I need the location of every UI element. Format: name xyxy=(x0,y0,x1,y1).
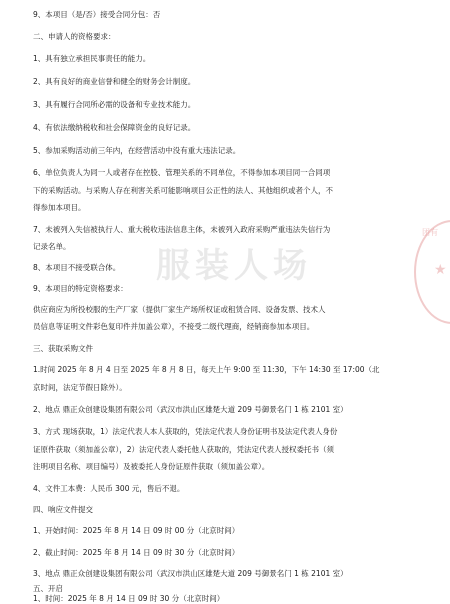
doc-line: 2、具有良好的商业信誉和健全的财务会计制度。 xyxy=(33,77,196,86)
doc-line: 员信息等证明文件彩色复印件并加盖公章），不接受二级代理商，经销商参加本项目。 xyxy=(33,322,315,331)
doc-line: 4、有依法缴纳税收和社会保障资金的良好记录。 xyxy=(33,123,196,132)
doc-line: 3、具有履行合同所必需的设备和专业技术能力。 xyxy=(33,100,196,109)
doc-line: 1、具有独立承担民事责任的能力。 xyxy=(33,54,151,63)
section-heading: 五、开启 xyxy=(33,584,63,593)
doc-line: 1、时间：2025 年 8 月 14 日 09 时 30 分（北京时间） xyxy=(33,594,225,603)
doc-line: 得参加本项目。 xyxy=(33,203,86,212)
doc-line: 证原件获取（须加盖公章），2）法定代表人委托他人获取的，凭法定代表人授权委托书（须 xyxy=(33,445,335,454)
doc-line: 2、截止时间：2025 年 8 月 14 日 09 时 30 分（北京时间） xyxy=(33,548,240,557)
doc-line: 8、本项目不接受联合体。 xyxy=(33,263,121,272)
doc-line: 6、单位负责人为同一人或者存在控股、管理关系的不同单位，不得参加本项目同一合同项 xyxy=(33,168,331,177)
doc-line: 5、参加采购活动前三年内，在经营活动中没有重大违法记录。 xyxy=(33,146,241,155)
doc-line: 9、本项目的特定资格要求： xyxy=(33,284,128,293)
doc-line: 注明项目名称、项目编号）及被委托人身份证原件获取（须加盖公章）。 xyxy=(33,462,270,471)
section-heading: 四、响应文件提交 xyxy=(33,505,93,514)
doc-line: 4、文件工本费：人民币 300 元，售后不退。 xyxy=(33,484,185,493)
doc-line: 3、地点 鼎正众创建设集团有限公司（武汉市洪山区雄楚大道 209 号御景名门 1 栋 2101 室） xyxy=(33,569,348,578)
doc-line: 3、方式 现场获取，1）法定代表人本人获取的，凭法定代表人身份证明书及法定代表人身份 xyxy=(33,427,338,436)
doc-line: 7、未被列入失信被执行人、重大税收违法信息主体，未被列入政府采购严重违法失信行为 xyxy=(33,225,331,234)
section-heading: 三、获取采购文件 xyxy=(33,344,93,353)
doc-line: 1.时间 2025 年 8 月 4 日至 2025 年 8 月 8 日，每天上午 9:00 至 11:30，下午 14:30 至 17:00（北 xyxy=(33,365,380,374)
doc-line: 9、本项目（是/否）接受合同分包：否 xyxy=(33,10,161,19)
doc-line: 下的采购活动。与采购人存在利害关系可能影响项目公正性的法人、其他组织或者个人，不 xyxy=(33,186,333,195)
watermark: 服装人场 xyxy=(156,246,312,286)
doc-line: 1、开始时间：2025 年 8 月 14 日 09 时 00 分（北京时间） xyxy=(33,526,240,535)
star-icon: ★ xyxy=(434,262,447,278)
doc-line: 2、地点 鼎正众创建设集团有限公司（武汉市洪山区雄楚大道 209 号御景名门 1 栋 2101 室） xyxy=(33,405,348,414)
section-heading: 二、申请人的资格要求： xyxy=(33,32,116,41)
doc-line: 供应商应为所投校服的生产厂家（提供厂家生产场所权证或租赁合同、设备发票、技术人 xyxy=(33,305,326,314)
doc-line: 京时间，法定节假日除外）。 xyxy=(33,383,127,392)
doc-line: 记录名单。 xyxy=(33,242,71,251)
seal-text: 团有 xyxy=(422,228,438,237)
